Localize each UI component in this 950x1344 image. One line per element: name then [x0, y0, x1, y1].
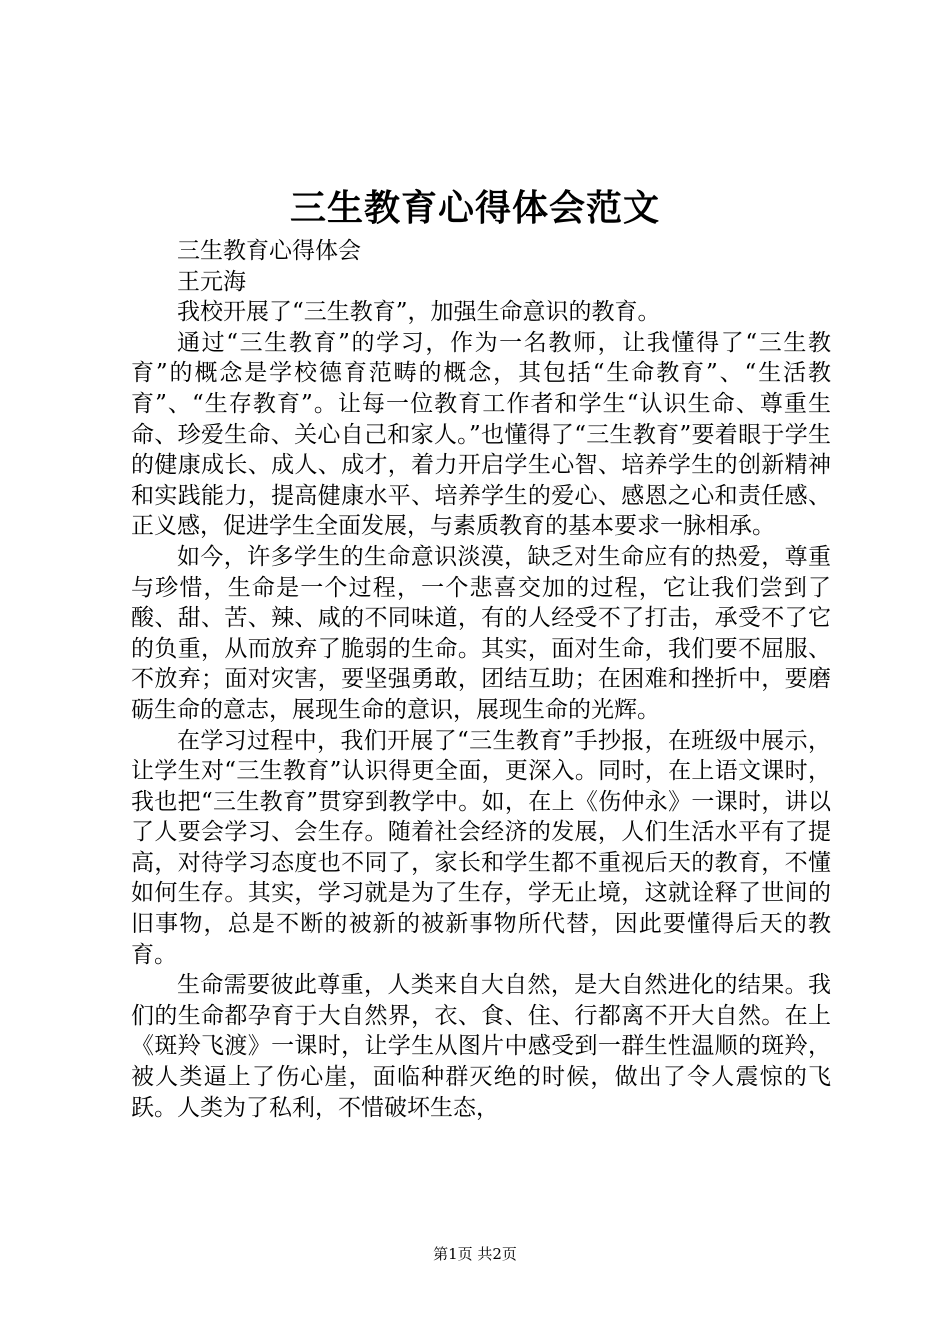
paragraph-life-awareness: 如今，许多学生的生命意识淡漠，缺乏对生命应有的热爱，尊重与珍惜，生命是一个过程，一个悲喜交加的过程，它让我们尝到了酸、甜、苦、辣、咸的不同味道，有的人经受不了打击，承受不了它的负重，从而放弃了脆弱的生命。其实，面对生命，我们要不屈服、不放弃；面对灾害，要坚强勇敢，团结互助；在困难和挫折中，要磨砺生命的意志，展现生命的意识，展现生命的光辉。 [131, 543, 831, 723]
document-title: 三生教育心得体会范文 [289, 187, 660, 229]
paragraph-subtitle: 三生教育心得体会 [177, 238, 361, 264]
paragraph-learning-process: 在学习过程中，我们开展了“三生教育”手抄报，在班级中展示，让学生对“三生教育”认识得更全面，更深入。同时，在上语文课时，我也把“三生教育”贯穿到教学中。如，在上《伤仲永》一课时，讲以了人要会学习、会生存。随着社会经济的发展，人们生活水平有了提高，对待学习态度也不同了，家长和学生都不重视后天的教育，不懂如何生存。其实，学习就是为了生存，学无止境，这就诠释了世间的旧事物，总是不断的被新的被新事物所代替，因此要懂得后天的教育。 [131, 727, 831, 968]
document-body [131, 236, 831, 1123]
paragraph-intro: 我校开展了“三生教育”，加强生命意识的教育。 [177, 299, 661, 326]
paragraph-concept: 通过“三生教育”的学习，作为一名教师，让我懂得了“三生教育”的概念是学校德育范畴的概念，其包括“生命教育”、“生活教育”、“生存教育”。让每一位教育工作者和学生“认识生命、尊重生命、珍爱生命、关心自己和家人。”也懂得了“三生教育”要着眼于学生的健康成长、成人、成才，着力开启学生心智、培养学生的创新精神和实践能力，提高健康水平、培养学生的爱心、感恩之心和责任感、正义感，促进学生全面发展，与素质教育的基本要求一脉相承。 [131, 329, 831, 540]
paragraph-author: 王元海 [177, 268, 246, 295]
paragraph-respect-life: 生命需要彼此尊重，人类来自大自然，是大自然进化的结果。我们的生命都孕育于大自然界，衣、食、住、行都离不开大自然。在上《斑羚飞渡》一课时，让学生从图片中感受到一群生性温顺的斑羚，被人类逼上了伤心崖，面临种群灭绝的时候，做出了令人震惊的飞跃。人类为了私利，不惜破坏生态， [131, 972, 831, 1121]
page-footer: 第1页 共2页 [433, 1245, 517, 1263]
